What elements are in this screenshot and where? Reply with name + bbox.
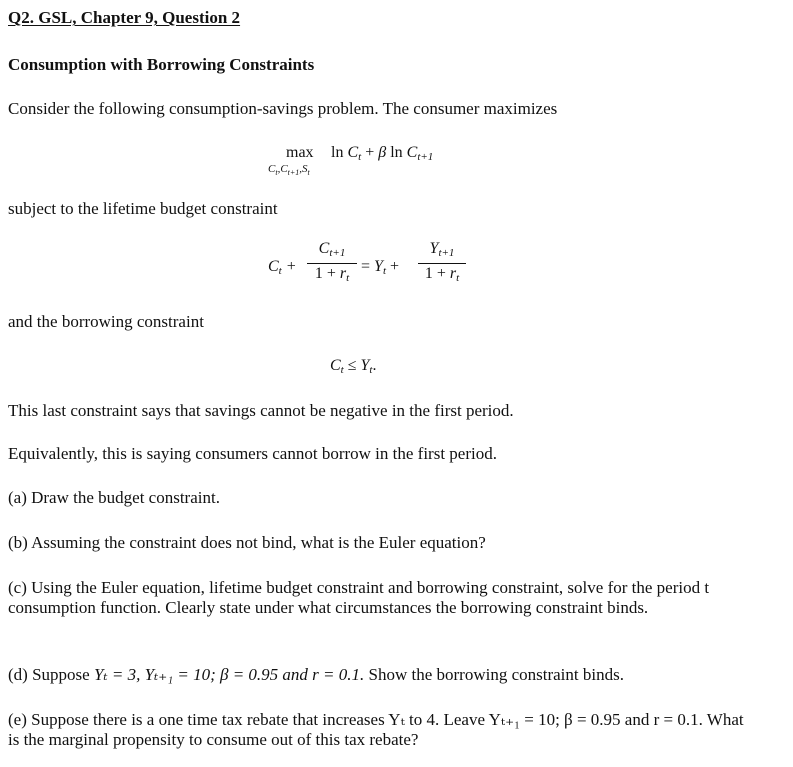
question-a: (a) Draw the budget constraint.: [8, 488, 220, 507]
question-d-values: Yₜ = 3, Yₜ₊₁ = 10; β = 0.95 and r = 0.1.: [93, 665, 365, 684]
question-b: (b) Assuming the constraint does not bind, what is the Euler equation?: [8, 533, 486, 552]
bc-ct-term: $C_t$ +: [268, 258, 297, 277]
max-choice-variables: $C_t,C_{t+1},S_t$: [268, 163, 310, 178]
bc-equals-yt: = $Y_t$ +: [361, 258, 400, 277]
question-title: Q2. GSL, Chapter 9, Question 2: [8, 8, 241, 27]
objective-expression: $\ln C_t + \beta$ $\ln C_{t+1}$: [331, 144, 434, 163]
bc-fraction-income: $Y_{t+1}$ $1 + r_t$: [418, 240, 466, 287]
question-c: (c) Using the Euler equation, lifetime budget constraint and borrowing constraint, solve for the period t consumption function. Clearly state under what circumstances the borrowing constraint binds.: [8, 578, 710, 617]
constraint-note-2: Equivalently, this is saying consumers cannot borrow in the first period.: [8, 444, 497, 463]
borrowing-constraint-equation: $C_t \le Y_t$.: [330, 357, 377, 376]
question-d: (d) Suppose Yₜ = 3, Yₜ₊₁ = 10; β = 0.95 and r = 0.1. Show the borrowing constraint binds.: [8, 665, 624, 684]
max-operator: max: [286, 144, 314, 161]
intro-paragraph: Consider the following consumption-savings problem. The consumer maximizes: [8, 99, 558, 118]
borrowing-intro: and the borrowing constraint: [8, 312, 204, 331]
section-subtitle: Consumption with Borrowing Constraints: [8, 55, 315, 74]
constraint-note-1: This last constraint says that savings cannot be negative in the first period.: [8, 401, 514, 420]
question-e: (e) Suppose there is a one time tax rebate that increases Yₜ to 4. Leave Yₜ₊₁ = 10; β = 0.95 and r = 0.1. What is the marginal propensity to consume out of this tax rebate?: [8, 710, 744, 749]
budget-intro: subject to the lifetime budget constraint: [8, 199, 278, 218]
bc-fraction-consumption: $C_{t+1}$ $1 + r_t$: [307, 240, 357, 287]
